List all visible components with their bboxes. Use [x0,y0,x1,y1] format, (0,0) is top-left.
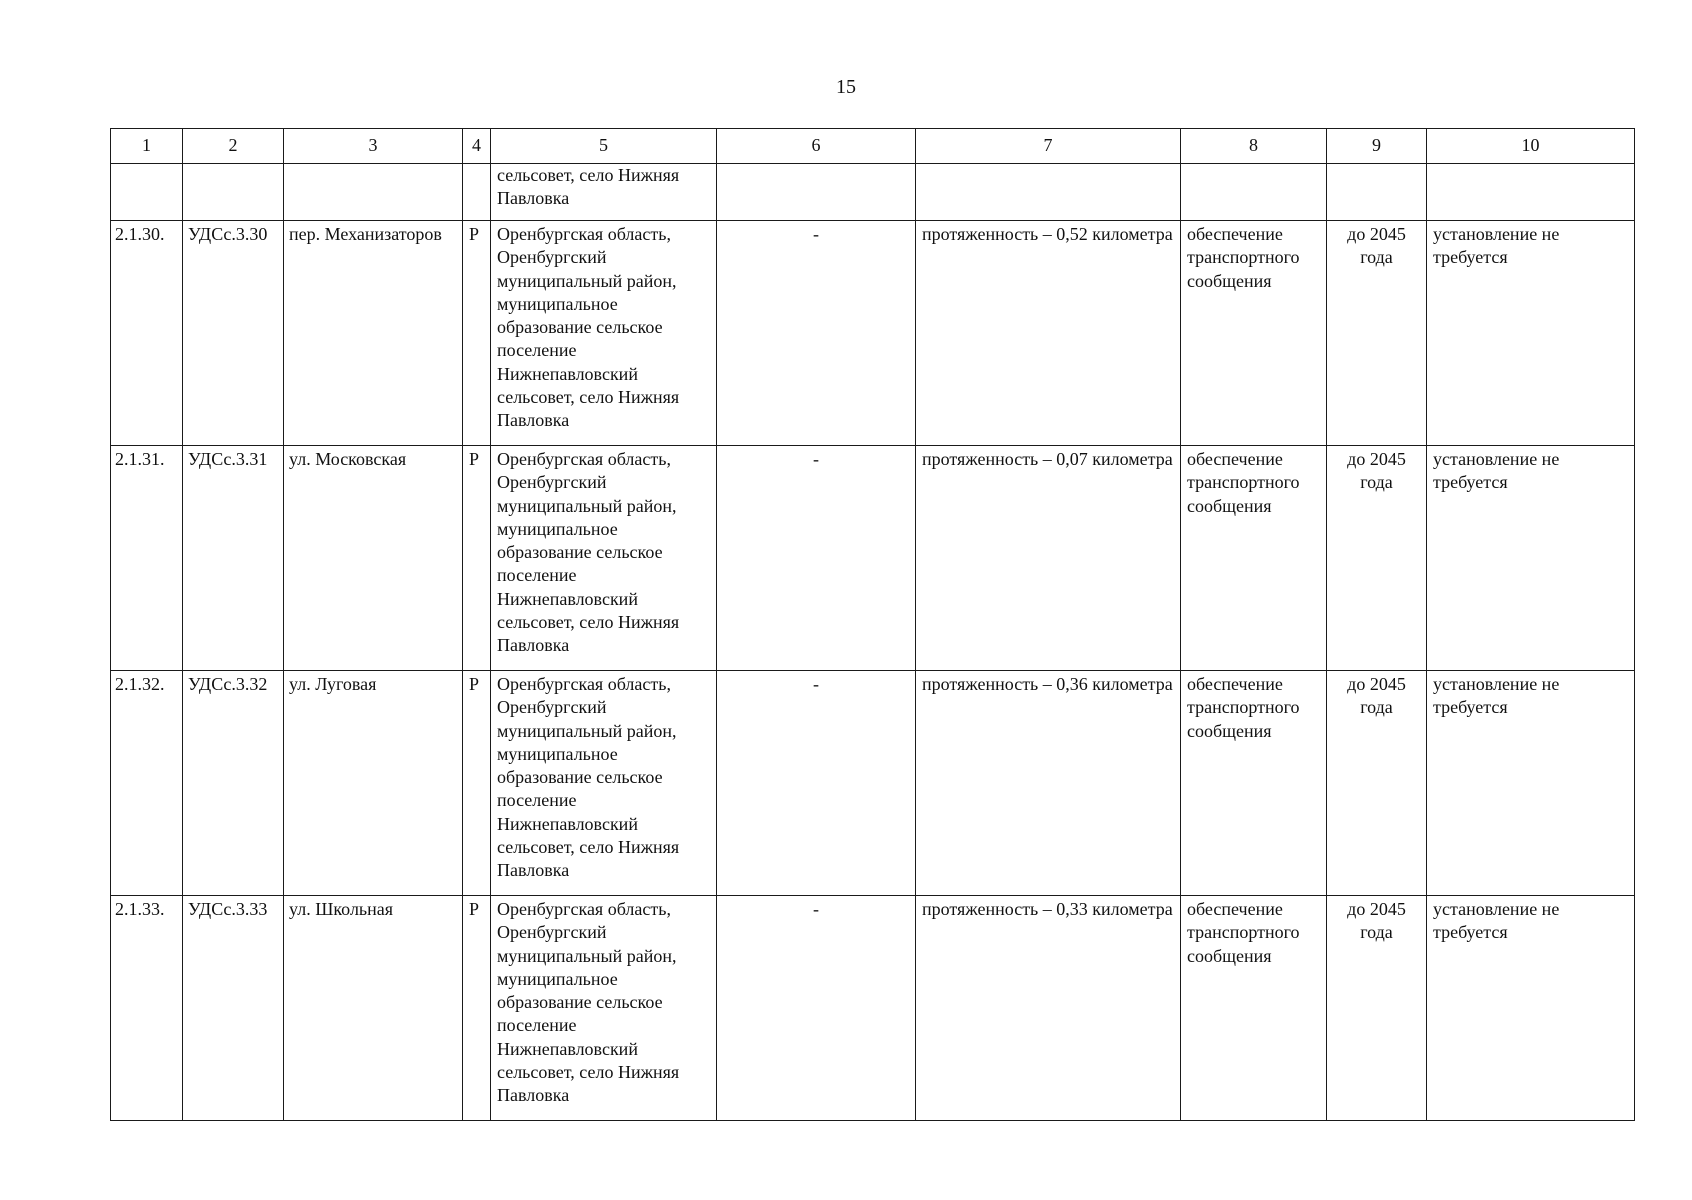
object-location: Оренбургская область, Оренбургский муниципальный район, муниципальное образование сельское поселение Нижнепавловский сельсовет, село Нижняя Павловка [491,221,717,446]
object-location: Оренбургская область, Оренбургский муниципальный район, муниципальное образование сельское поселение Нижнепавловский сельсовет, село Нижняя Павловка [491,446,717,671]
object-name: ул. Московская [284,446,463,671]
object-code: УДСс.3.33 [183,896,284,1121]
object-characteristic: протяженность – 0,33 километра [916,896,1181,1121]
table-header-row [111,129,1635,164]
row-number: 2.1.33. [111,896,183,1121]
object-code: УДСс.3.30 [183,221,284,446]
header-cell-1: 1 [111,129,183,164]
object-characteristic: протяженность – 0,07 километра [916,446,1181,671]
object-zone: установление не требуется [1427,446,1635,671]
object-zone: установление не требуется [1427,221,1635,446]
table-row [111,896,1635,1121]
object-characteristic: протяженность – 0,36 километра [916,671,1181,896]
object-name: пер. Механизаторов [284,221,463,446]
table-row [111,446,1635,671]
object-purpose: обеспечение транспортного сообщения [1181,221,1327,446]
object-location: Оренбургская область, Оренбургский муниципальный район, муниципальное образование сельское поселение Нижнепавловский сельсовет, село Нижняя Павловка [491,896,717,1121]
page-number: 15 [836,76,856,98]
header-cell-2: 2 [183,129,284,164]
column-6-value: - [717,896,916,1121]
continuation-location: сельсовет, село Нижняя Павловка [491,164,717,221]
continuation-row [111,164,1635,221]
header-cell-5: 5 [491,129,717,164]
object-code: УДСс.3.32 [183,671,284,896]
header-cell-8: 8 [1181,129,1327,164]
row-number: 2.1.32. [111,671,183,896]
object-type: Р [463,446,491,671]
object-characteristic: протяженность – 0,52 километра [916,221,1181,446]
object-location: Оренбургская область, Оренбургский муниципальный район, муниципальное образование сельское поселение Нижнепавловский сельсовет, село Нижняя Павловка [491,671,717,896]
header-cell-9: 9 [1327,129,1427,164]
header-cell-3: 3 [284,129,463,164]
column-6-value: - [717,446,916,671]
object-type: Р [463,221,491,446]
row-number: 2.1.31. [111,446,183,671]
object-purpose: обеспечение транспортного сообщения [1181,446,1327,671]
table-row [111,671,1635,896]
column-6-value: - [717,221,916,446]
object-type: Р [463,896,491,1121]
object-type: Р [463,671,491,896]
object-purpose: обеспечение транспортного сообщения [1181,671,1327,896]
object-term: до 2045 года [1327,446,1427,671]
header-cell-4: 4 [463,129,491,164]
planned-objects-table [110,128,1635,1121]
object-name: ул. Луговая [284,671,463,896]
object-term: до 2045 года [1327,896,1427,1121]
object-zone: установление не требуется [1427,671,1635,896]
object-purpose: обеспечение транспортного сообщения [1181,896,1327,1121]
header-cell-6: 6 [717,129,916,164]
object-term: до 2045 года [1327,221,1427,446]
header-cell-10: 10 [1427,129,1635,164]
row-number: 2.1.30. [111,221,183,446]
object-code: УДСс.3.31 [183,446,284,671]
header-cell-7: 7 [916,129,1181,164]
table-row [111,221,1635,446]
column-6-value: - [717,671,916,896]
object-term: до 2045 года [1327,671,1427,896]
object-name: ул. Школьная [284,896,463,1121]
object-zone: установление не требуется [1427,896,1635,1121]
